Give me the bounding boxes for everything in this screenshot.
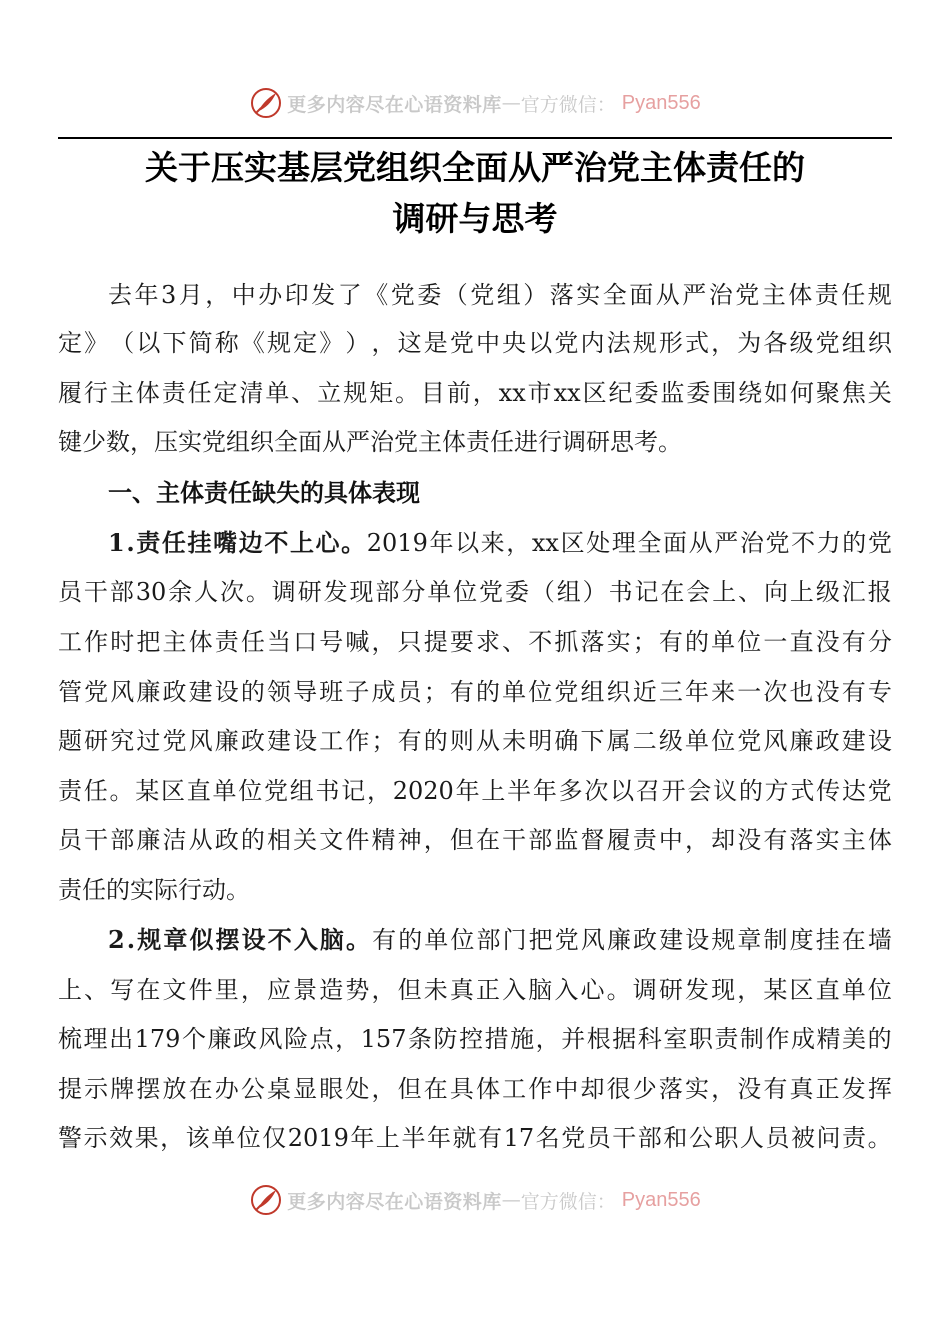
paragraph-line: 责任的实际行动。 [58,876,250,904]
paragraph-line: 履 行 主 体 责 任 定 清 单 、 立 规 矩 。 目 前 ， xx 市 xx 区 纪 委 监 委 围 绕 如 何 聚 焦 关 [58,379,892,407]
document-title-line-2: 调研与思考 [392,199,558,238]
paragraph-line: 员 干 部 30 余 人 次 。 调 研 发 现 部 分 单 位 党 委 （ 组 ） 书 记 在 会 上 、 向 上 级 汇 报 [58,578,892,606]
banner-site-name: 更多内容尽在心语资料库 [287,1190,502,1213]
footer-banner [0,1180,950,1220]
paragraph-line: 定 》 （ 以 下 简 称 《 规 定 》 ） ， 这 是 党 中 央 以 党 内 法 规 形 式 ， 为 各 级 党 组 织 [58,329,892,357]
quill-pen-logo-icon [249,86,283,120]
paragraph-line: 管 党 风 廉 政 建 设 的 领 导 班 子 成 员 ； 有 的 单 位 党 组 织 近 三 年 来 一 次 也 没 有 专 [58,678,892,706]
document-title-line-1: 关于压实基层党组织全面从严治党主体责任的 [145,148,805,187]
paragraph-line: 员 干 部 廉 洁 从 政 的 相 关 文 件 精 神 ， 但 在 干 部 监 督 履 责 中 ， 却 没 有 落 实 主 体 [58,826,892,854]
paragraph-line: 上 、 写 在 文 件 里 ， 应 景 造 势 ， 但 未 真 正 入 脑 入 心 。 调 研 发 现 ， 某 区 直 单 位 [58,976,892,1004]
paragraph-line: 题 研 究 过 党 风 廉 政 建 设 工 作 ； 有 的 则 从 未 明 确 下 属 二 级 单 位 党 风 廉 政 建 设 [58,727,892,755]
paragraph-line: 梳 理 出 179 个 廉 政 风 险 点 ， 157 条 防 控 措 施 ， 并 根 据 科 室 职 责 制 作 成 精 美 的 [58,1025,892,1053]
quill-pen-logo-icon [249,1183,283,1217]
banner-wechat-id: Pyan556 [621,91,701,114]
paragraph-line: 工 作 时 把 主 体 责 任 当 口 号 喊 ， 只 提 要 求 、 不 抓 落 实 ； 有 的 单 位 一 直 没 有 分 [58,628,892,656]
paragraph-line: 2 . 规 章 似 摆 设 不 入 脑 。 有 的 单 位 部 门 把 党 风 廉 政 建 设 规 章 制 度 挂 在 墙 [108,925,892,954]
paragraph-line: 去 年 3 月 ， 中 办 印 发 了 《 党 委 （ 党 组 ） 落 实 全 面 从 严 治 党 主 体 责 任 规 [108,281,892,309]
banner-wechat-label: 官方微信： [520,1190,616,1213]
banner-separator: — [501,92,521,114]
header-banner [0,83,950,123]
paragraph-line: 警 示 效 果 ， 该 单 位 仅 2019 年 上 半 年 就 有 17 名 党 员 干 部 和 公 职 人 员 被 问 责 。 [58,1124,892,1152]
paragraph-line: 键少数，压实党组织全面从严治党主体责任进行调研思考。 [58,428,682,456]
banner-site-name: 更多内容尽在心语资料库 [287,93,502,116]
header-divider [58,137,892,139]
paragraph-line: 1 . 责 任 挂 嘴 边 不 上 心 。 2019 年 以 来 ， xx 区 处 理 全 面 从 严 治 党 不 力 的 党 [108,528,892,557]
paragraph-line: 责 任 。 某 区 直 单 位 党 组 书 记 ， 2020 年 上 半 年 多 次 以 召 开 会 议 的 方 式 传 达 党 [58,777,892,805]
section-heading: 一、主体责任缺失的具体表现 [108,478,420,507]
banner-separator: — [501,1189,521,1211]
paragraph-line: 提 示 牌 摆 放 在 办 公 桌 显 眼 处 ， 但 在 具 体 工 作 中 却 很 少 落 实 ， 没 有 真 正 发 挥 [58,1075,892,1103]
banner-wechat-id: Pyan556 [621,1188,701,1211]
banner-wechat-label: 官方微信： [520,93,616,116]
